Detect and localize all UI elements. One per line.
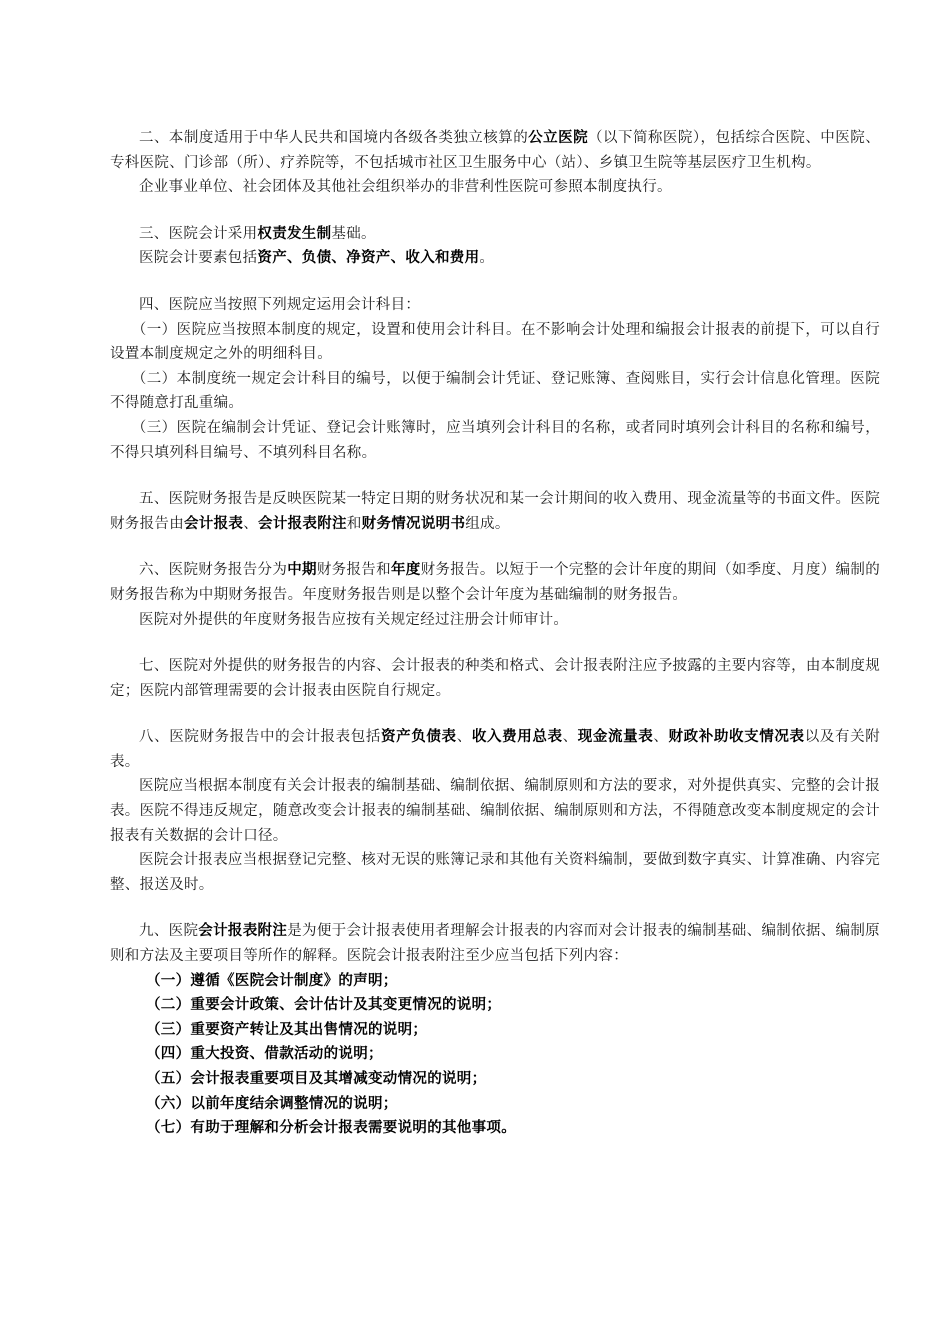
section-4-item-1: （一）医院应当按照本制度的规定，设置和使用会计科目。在不影响会计处理和编报会计报表的前提下，可以自行设置本制度规定之外的明细科目。 <box>110 321 880 363</box>
term-accounting-elements: 资产、负债、净资产、收入和费用 <box>257 250 480 267</box>
list-item: （三）重要资产转让及其出售情况的说明； <box>146 1021 428 1038</box>
list-item: （四）重大投资、借款活动的说明； <box>146 1046 383 1063</box>
section-3-paragraph: 三、医院会计采用权责发生制基础。 <box>139 225 376 242</box>
term-balance-sheet: 资产负债表 <box>381 729 457 746</box>
term-interim: 中期 <box>287 562 317 579</box>
term-public-hospital: 公立医院 <box>528 130 589 146</box>
section-4-item-3: （三）医院在编制会计凭证、登记会计账簿时，应当填列会计科目的名称，或者同时填列会计科目的名称和编号，不得只填列科目编号、不填列科目名称。 <box>110 419 880 461</box>
section-7-paragraph: 七、医院对外提供的财务报告的内容、会计报表的种类和格式、会计报表附注应予披露的主要内容等，由本制度规定；医院内部管理需要的会计报表由医院自行规定。 <box>110 658 880 699</box>
list-item: （六）以前年度结余调整情况的说明； <box>146 1095 398 1112</box>
list-item: （五）会计报表重要项目及其增减变动情况的说明； <box>146 1071 487 1087</box>
term-statement-notes: 会计报表附注 <box>258 515 347 532</box>
term-cash-flow-table: 现金流量表 <box>577 729 654 746</box>
list-item: （七）有助于理解和分析会计报表需要说明的其他事项。 <box>146 1120 516 1137</box>
term-accrual-basis: 权责发生制 <box>257 225 332 242</box>
term-financial-explanation: 财务情况说明书 <box>361 515 466 532</box>
section-8-paragraph: 八、医院财务报告中的会计报表包括资产负债表、收入费用总表、现金流量表、财政补助收支情况表以及有关附表。 <box>110 729 880 770</box>
section-4-item-2: （二）本制度统一规定会计科目的编号，以便于编制会计凭证、登记账簿、查阅账目，实行会计信息化管理。医院不得随意打乱重编。 <box>110 370 880 412</box>
list-item: （二）重要会计政策、会计估计及其变更情况的说明； <box>146 997 502 1014</box>
term-annual: 年度 <box>390 562 421 579</box>
section-4-heading: 四、医院应当按照下列规定运用会计科目： <box>139 296 421 313</box>
section-2-paragraph: 二、本制度适用于中华人民共和国境内各级各类独立核算的公立医院（以下简称医院），包括综合医院、中医院、专科医院、门诊部（所）、疗养院等，不包括城市社区卫生服务中心（站）、乡镇卫生院等基层医疗卫生机构。 <box>110 130 880 171</box>
section-8-requirements: 医院应当根据本制度有关会计报表的编制基础、编制依据、编制原则和方法的要求，对外提供真实、完整的会计报表。医院不得违反规定，随意改变会计报表的编制基础、编制依据、编制原则和方法，不得随意改变本制度规定的会计报表有关数据的会计口径。 <box>110 778 880 844</box>
term-fiscal-subsidy-table: 财政补助收支情况表 <box>668 729 805 746</box>
list-item: （一）遵循《医院会计制度》的声明； <box>146 972 398 989</box>
section-2-note: 企业事业单位、社会团体及其他社会组织举办的非营利性医院可参照本制度执行。 <box>139 179 672 196</box>
term-statement-notes-2: 会计报表附注 <box>198 923 288 940</box>
section-5-paragraph: 五、医院财务报告是反映医院某一特定日期的财务状况和某一会计期间的收入费用、现金流量等的书面文件。医院财务报告由会计报表、会计报表附注和财务情况说明书组成。 <box>110 491 880 532</box>
section-6-paragraph: 六、医院财务报告分为中期财务报告和年度财务报告。以短于一个完整的会计年度的期间（如季度、月度）编制的财务报告称为中期财务报告。年度财务报告则是以整个会计年度为基础编制的财务报告。 <box>110 562 880 603</box>
section-3-elements: 医院会计要素包括资产、负债、净资产、收入和费用。 <box>139 250 495 267</box>
section-9-paragraph: 九、医院会计报表附注是为便于会计报表使用者理解会计报表的内容而对会计报表的编制基础、编制依据、编制原则和方法及主要项目等所作的解释。医院会计报表附注至少应当包括下列内容： <box>110 923 880 965</box>
section-8-preparation: 医院会计报表应当根据登记完整、核对无误的账簿记录和其他有关资料编制，要做到数字真实、计算准确、内容完整、报送及时。 <box>110 852 880 893</box>
section-6-audit-note: 医院对外提供的年度财务报告应按有关规定经过注册会计师审计。 <box>139 611 569 628</box>
term-accounting-statements: 会计报表 <box>184 515 244 532</box>
term-income-expense-table: 收入费用总表 <box>471 729 563 746</box>
